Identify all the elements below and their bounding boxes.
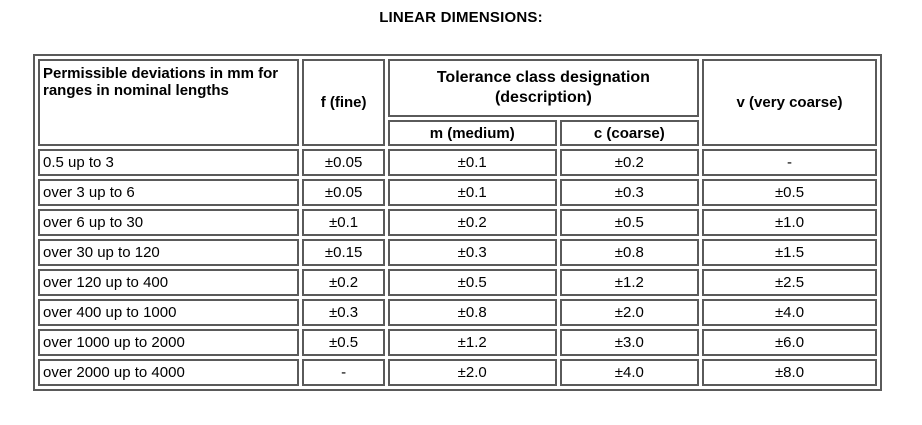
table-row	[38, 329, 877, 356]
fine-cell: ±0.15	[302, 239, 384, 266]
medium-cell: ±0.3	[388, 239, 557, 266]
coarse-cell: ±0.2	[560, 149, 699, 176]
coarse-cell: ±0.8	[560, 239, 699, 266]
coarse-cell: ±4.0	[560, 359, 699, 386]
medium-cell: ±0.8	[388, 299, 557, 326]
medium-cell: ±0.5	[388, 269, 557, 296]
medium-cell: ±1.2	[388, 329, 557, 356]
table-row	[38, 209, 877, 236]
medium-cell: ±0.2	[388, 209, 557, 236]
range-cell: over 1000 up to 2000	[38, 329, 299, 356]
very-coarse-cell: ±6.0	[702, 329, 877, 356]
fine-cell: ±0.1	[302, 209, 384, 236]
fine-cell: ±0.05	[302, 149, 384, 176]
very-coarse-cell: -	[702, 149, 877, 176]
coarse-cell: ±1.2	[560, 269, 699, 296]
fine-cell: ±0.3	[302, 299, 384, 326]
range-cell: over 2000 up to 4000	[38, 359, 299, 386]
header-tolerance-class: Tolerance class designation (description)	[388, 59, 699, 117]
header-fine: f (fine)	[302, 59, 384, 146]
table-row	[38, 299, 877, 326]
coarse-cell: ±2.0	[560, 299, 699, 326]
page-title: LINEAR DIMENSIONS:	[379, 9, 543, 26]
table-row	[38, 359, 877, 386]
fine-cell: ±0.5	[302, 329, 384, 356]
fine-cell: ±0.2	[302, 269, 384, 296]
medium-cell: ±2.0	[388, 359, 557, 386]
range-cell: over 30 up to 120	[38, 239, 299, 266]
range-cell: over 120 up to 400	[38, 269, 299, 296]
fine-cell: -	[302, 359, 384, 386]
tolerance-table	[33, 54, 882, 391]
table-row	[38, 269, 877, 296]
very-coarse-cell: ±8.0	[702, 359, 877, 386]
medium-cell: ±0.1	[388, 149, 557, 176]
coarse-cell: ±0.5	[560, 209, 699, 236]
very-coarse-cell: ±0.5	[702, 179, 877, 206]
very-coarse-cell: ±1.5	[702, 239, 877, 266]
table-row	[38, 149, 877, 176]
fine-cell: ±0.05	[302, 179, 384, 206]
very-coarse-cell: ±1.0	[702, 209, 877, 236]
table-row	[38, 239, 877, 266]
coarse-cell: ±0.3	[560, 179, 699, 206]
range-cell: over 3 up to 6	[38, 179, 299, 206]
header-row-top	[38, 59, 877, 117]
very-coarse-cell: ±2.5	[702, 269, 877, 296]
range-cell: over 400 up to 1000	[38, 299, 299, 326]
header-medium: m (medium)	[388, 120, 557, 146]
range-cell: 0.5 up to 3	[38, 149, 299, 176]
header-range: Permissible deviations in mm for ranges in nominal lengths	[38, 59, 299, 146]
coarse-cell: ±3.0	[560, 329, 699, 356]
medium-cell: ±0.1	[388, 179, 557, 206]
range-cell: over 6 up to 30	[38, 209, 299, 236]
very-coarse-cell: ±4.0	[702, 299, 877, 326]
table-row	[38, 179, 877, 206]
header-very-coarse: v (very coarse)	[702, 59, 877, 146]
header-coarse: c (coarse)	[560, 120, 699, 146]
